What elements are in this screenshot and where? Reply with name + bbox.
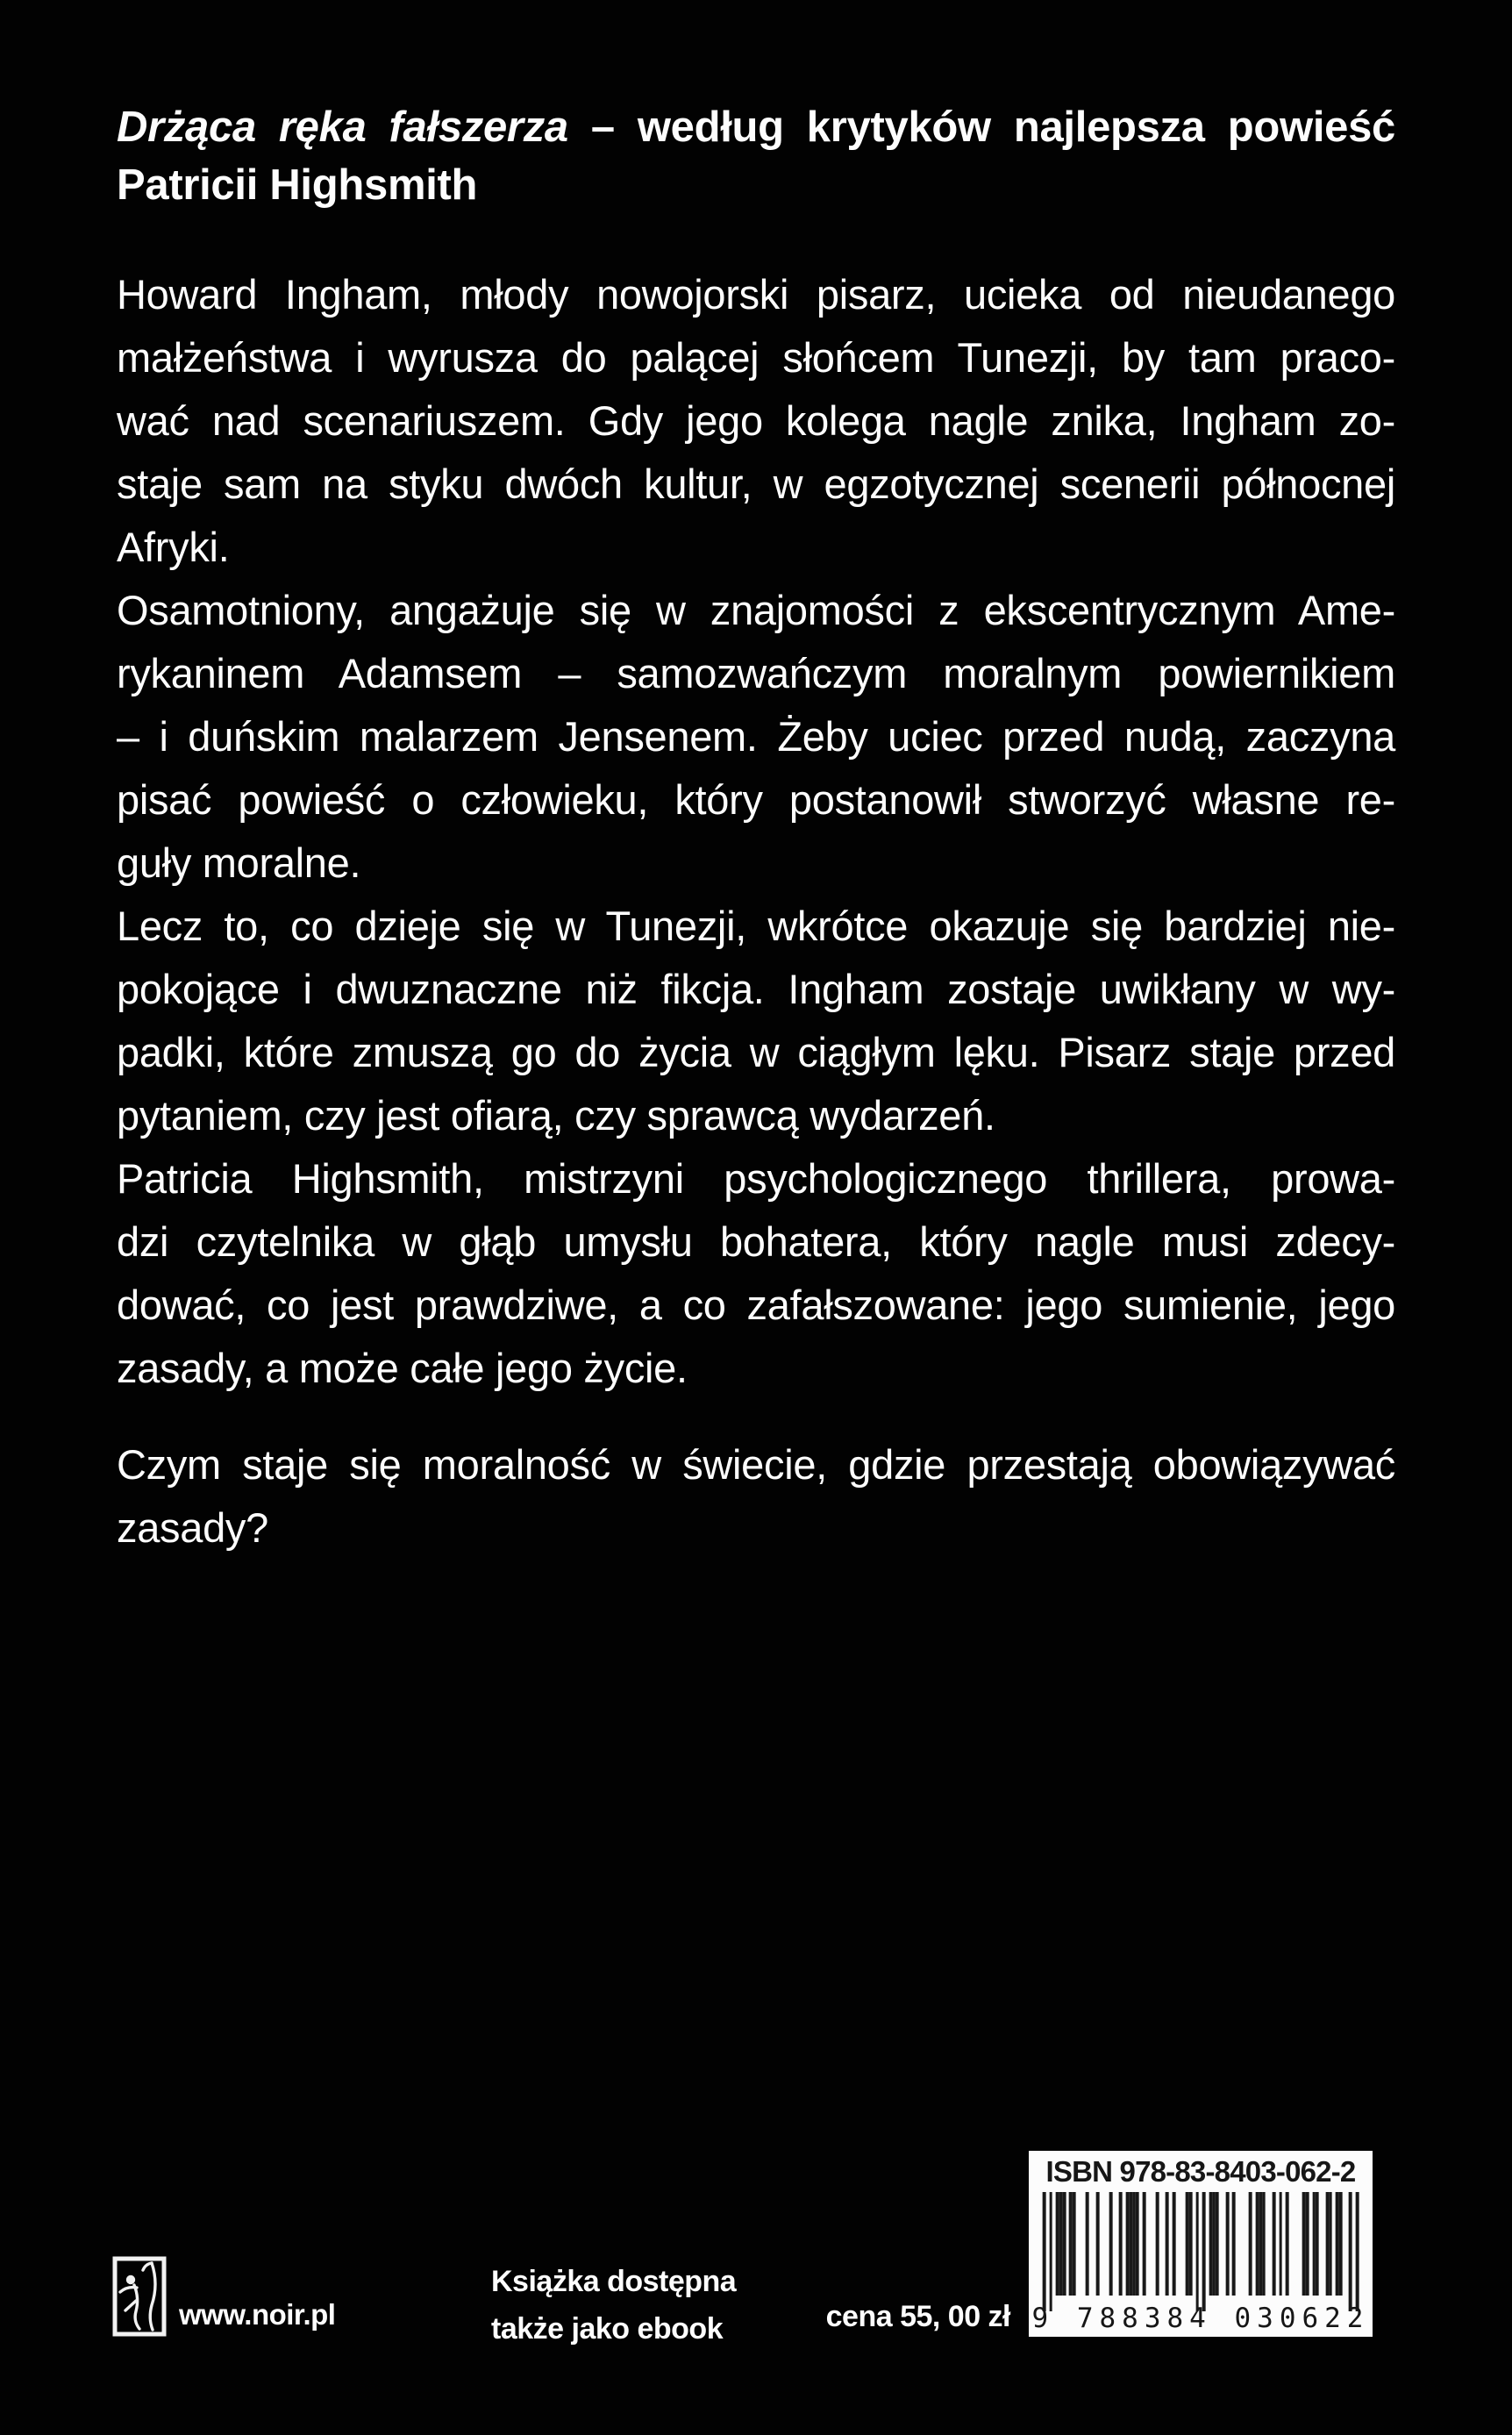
text-line: guły moralne. <box>117 839 361 886</box>
ebook-line-1: Książka dostępna <box>491 2265 737 2298</box>
text-line: zasady? <box>117 1504 268 1551</box>
barcode-bars <box>1043 2192 1359 2311</box>
text-line: Czym staje się moralność w świecie, gdzie przestają obowiązywać <box>117 1441 1395 1488</box>
text-column <box>117 98 1395 1560</box>
text-line: Howard Ingham, młody nowojorski pisarz, ucieka od nieudanego <box>117 271 1395 318</box>
paragraph <box>117 1433 1395 1560</box>
noir-logo <box>112 2256 167 2337</box>
text-line: padki, które zmuszą go do życia w ciągłym lęku. Pisarz staje przed <box>117 1029 1395 1075</box>
paragraph <box>117 895 1395 1147</box>
text-line: Osamotniony, angażuje się w znajomości z ekscentrycznym Ame- <box>117 587 1395 633</box>
text-line: – i duńskim malarzem Jensenem. Żeby uciec przed nudą, zaczyna <box>117 713 1395 760</box>
text-line: pisać powieść o człowieku, który postanowił stworzyć własne re- <box>117 776 1395 823</box>
body-text <box>117 263 1395 1560</box>
title-book-name: Drżąca ręka fałszerza <box>117 104 568 151</box>
website-url: www.noir.pl <box>179 2298 336 2331</box>
barcode <box>1029 2151 1373 2337</box>
paragraph <box>117 579 1395 895</box>
text-line: pytaniem, czy jest ofiarą, czy sprawcą wydarzeń. <box>117 1092 995 1139</box>
text-line: Lecz to, co dzieje się w Tunezji, wkrótce okazuje się bardziej nie- <box>117 903 1395 949</box>
ebook-availability <box>491 2258 736 2353</box>
text-line: wać nad scenariuszem. Gdy jego kolega nagle znika, Ingham zo- <box>117 397 1395 444</box>
price-label: cena 55, 00 zł <box>825 2300 1010 2333</box>
text-line: dować, co jest prawdziwe, a co zafałszowane: jego sumienie, jego <box>117 1282 1395 1328</box>
text-line: małżeństwa i wyrusza do palącej słońcem Tunezji, by tam praco- <box>117 334 1395 381</box>
text-line: staje sam na styku dwóch kultur, w egzotycznej scenerii północnej <box>117 461 1395 507</box>
text-line: rykaninem Adamsem – samozwańczym moralnym powiernikiem <box>117 650 1395 696</box>
text-line: zasady, a może całe jego życie. <box>117 1345 688 1391</box>
title-line-1 <box>117 98 1395 156</box>
page-title <box>117 98 1395 214</box>
isbn-label: ISBN 978-83-8403-062-2 <box>1045 2155 1356 2188</box>
text-line: Afryki. <box>117 524 230 570</box>
barcode-module <box>1356 2192 1359 2311</box>
paragraph <box>117 263 1395 579</box>
paragraph <box>117 1147 1395 1400</box>
title-line-2: Patricii Highsmith <box>117 161 478 209</box>
barcode-digits: 9 788384 030622 <box>1031 2303 1370 2334</box>
text-line: dzi czytelnika w głąb umysłu bohatera, który nagle musi zdecy- <box>117 1218 1395 1265</box>
text-line: Patricia Highsmith, mistrzyni psychologicznego thrillera, prowa- <box>117 1155 1395 1202</box>
noir-publisher-figure-icon <box>112 2256 167 2337</box>
text-line: pokojące i dwuznaczne niż fikcja. Ingham zostaje uwikłany w wy- <box>117 966 1395 1012</box>
ebook-line-2: także jako ebook <box>491 2312 724 2346</box>
title-tagline: – według krytyków najlepsza powieść <box>590 104 1395 151</box>
